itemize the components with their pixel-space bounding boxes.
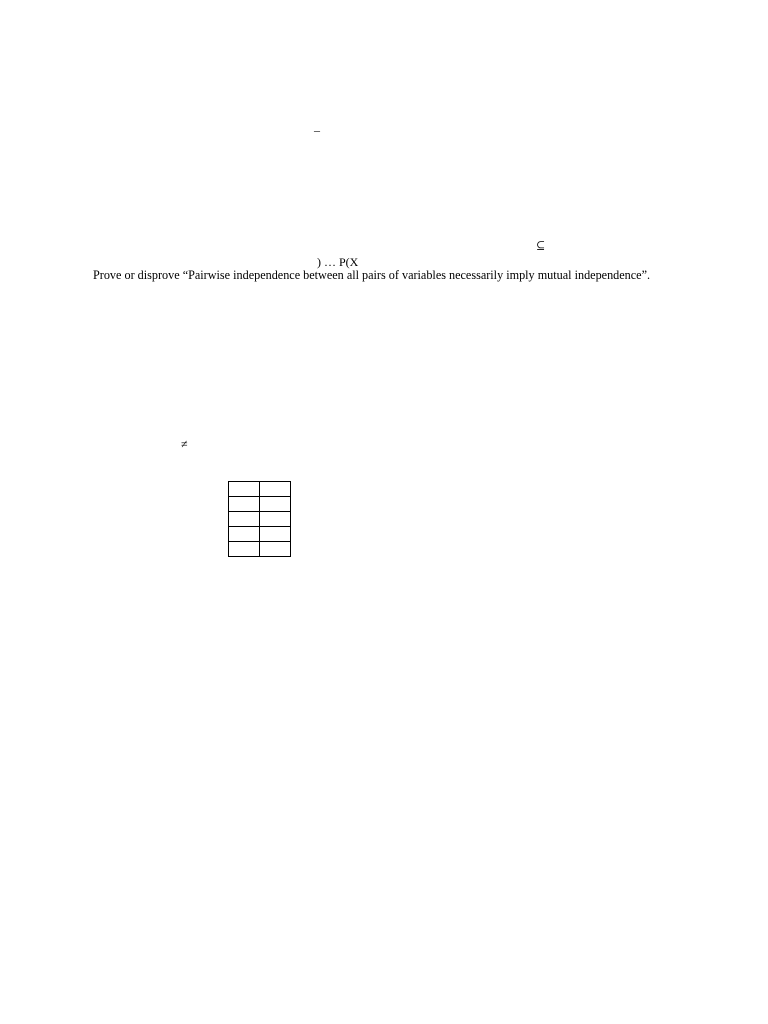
table-row bbox=[229, 497, 291, 512]
question-text: Prove or disprove “Pairwise independence between all pairs of variables necessarily imply mutual independence”. bbox=[93, 268, 651, 282]
table-cell bbox=[229, 512, 260, 527]
not-equal-symbol: ≠ bbox=[181, 437, 188, 451]
table-row bbox=[229, 512, 291, 527]
table-cell bbox=[229, 527, 260, 542]
table-row bbox=[229, 542, 291, 557]
table-cell bbox=[260, 512, 291, 527]
empty-table bbox=[228, 481, 291, 557]
table-cell bbox=[260, 542, 291, 557]
table-row bbox=[229, 482, 291, 497]
table-cell bbox=[229, 542, 260, 557]
table-cell bbox=[229, 497, 260, 512]
minus-symbol: – bbox=[314, 123, 320, 137]
table-cell bbox=[260, 527, 291, 542]
subset-equal-symbol: ⊆ bbox=[536, 240, 546, 252]
table-cell bbox=[260, 497, 291, 512]
table-cell bbox=[260, 482, 291, 497]
table-cell bbox=[229, 482, 260, 497]
table-row bbox=[229, 527, 291, 542]
probability-expression-fragment: ) … P(X bbox=[317, 255, 359, 269]
table-body bbox=[229, 482, 291, 557]
